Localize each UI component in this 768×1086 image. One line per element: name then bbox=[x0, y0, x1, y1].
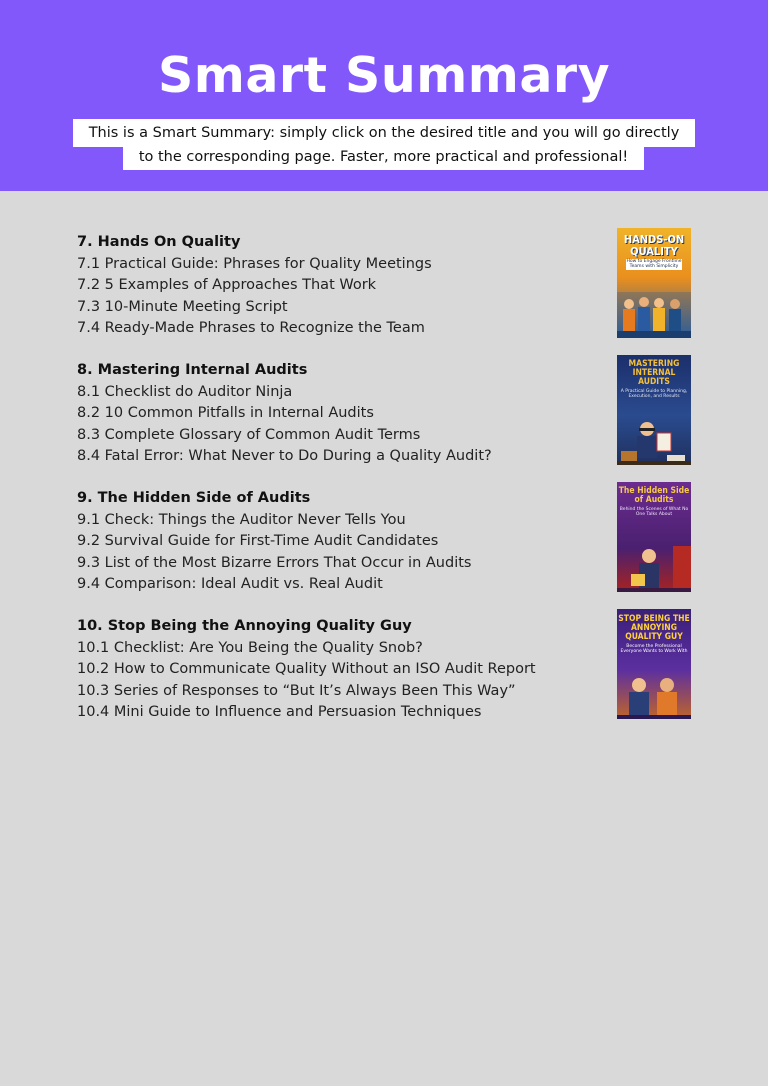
toc-item[interactable]: 7.3 10-Minute Meeting Script bbox=[77, 298, 288, 315]
toc-item[interactable]: 9.2 Survival Guide for First-Time Audit Candidates bbox=[77, 533, 439, 549]
book-cover-hands-on-quality[interactable] bbox=[617, 228, 691, 338]
toc-item[interactable]: 10.1 Checklist: Are You Being the Quality Snob? bbox=[77, 639, 423, 656]
toc-item[interactable]: 7.2 5 Examples of Approaches That Work bbox=[77, 277, 377, 293]
page-title: Smart Summary bbox=[157, 47, 611, 104]
section-heading[interactable]: 8. Mastering Internal Audits bbox=[77, 362, 308, 378]
toc-item[interactable]: 7.1 Practical Guide: Phrases for Quality Meetings bbox=[77, 255, 432, 272]
subtitle-line-1: This is a Smart Summary: simply click on the desired title and you will go directly bbox=[73, 119, 695, 147]
cover-title: MASTERING INTERNAL AUDITS bbox=[628, 359, 680, 387]
cover-subtitle: Behind the Scenes of What No One Talks About bbox=[619, 506, 689, 518]
toc-item[interactable]: 9.3 List of the Most Bizarre Errors That Occur in Audits bbox=[77, 554, 472, 571]
cover-title: STOP BEING THE ANNOYING QUALITY GUY bbox=[618, 614, 690, 642]
curtain-auditor-illustration bbox=[617, 546, 691, 592]
cover-subtitle: How to Engage Frontline Teams with Simplicity bbox=[626, 259, 682, 270]
toc-item[interactable]: 8.2 10 Common Pitfalls in Internal Audits bbox=[77, 405, 374, 421]
toc-item[interactable]: 10.3 Series of Responses to “But It’s Always Been This Way” bbox=[77, 682, 516, 699]
toc-item[interactable]: 8.4 Fatal Error: What Never to Do During a Quality Audit? bbox=[77, 448, 492, 464]
toc-item[interactable]: 10.2 How to Communicate Quality Without an ISO Audit Report bbox=[77, 661, 536, 677]
cover-subtitle: Become the Professional Everyone Wants to Work With bbox=[620, 643, 688, 655]
toc-item[interactable]: 10.4 Mini Guide to Influence and Persuasion Techniques bbox=[77, 704, 482, 720]
two-people-illustration bbox=[617, 673, 691, 719]
section-heading[interactable]: 10. Stop Being the Annoying Quality Guy bbox=[77, 618, 412, 634]
subtitle-line-2: to the corresponding page. Faster, more practical and professional! bbox=[123, 147, 644, 170]
section-heading[interactable]: 7. Hands On Quality bbox=[77, 234, 241, 250]
section-heading[interactable]: 9. The Hidden Side of Audits bbox=[77, 490, 311, 506]
toc-item[interactable]: 7.4 Ready-Made Phrases to Recognize the Team bbox=[77, 320, 425, 336]
book-cover-stop-being-annoying[interactable] bbox=[617, 609, 691, 719]
toc-item[interactable]: 8.3 Complete Glossary of Common Audit Terms bbox=[77, 426, 421, 443]
workers-illustration bbox=[617, 292, 691, 338]
toc-item[interactable]: 8.1 Checklist do Auditor Ninja bbox=[77, 383, 293, 400]
auditor-illustration bbox=[617, 419, 691, 465]
book-cover-mastering-internal-audits[interactable] bbox=[617, 355, 691, 465]
book-cover-hidden-side-of-audits[interactable] bbox=[617, 482, 691, 592]
toc-section-7 bbox=[77, 232, 597, 340]
cover-subtitle: A Practical Guide to Planning, Execution, and Results bbox=[620, 388, 688, 400]
toc-section-10 bbox=[77, 616, 597, 724]
toc-item[interactable]: 9.1 Check: Things the Auditor Never Tells You bbox=[77, 511, 406, 528]
toc-section-8 bbox=[77, 360, 597, 468]
toc-section-9 bbox=[77, 488, 597, 596]
cover-title: HANDS-ON QUALITY bbox=[623, 233, 685, 258]
toc-item[interactable]: 9.4 Comparison: Ideal Audit vs. Real Audit bbox=[77, 576, 383, 592]
cover-title: The Hidden Side of Audits bbox=[618, 486, 690, 505]
